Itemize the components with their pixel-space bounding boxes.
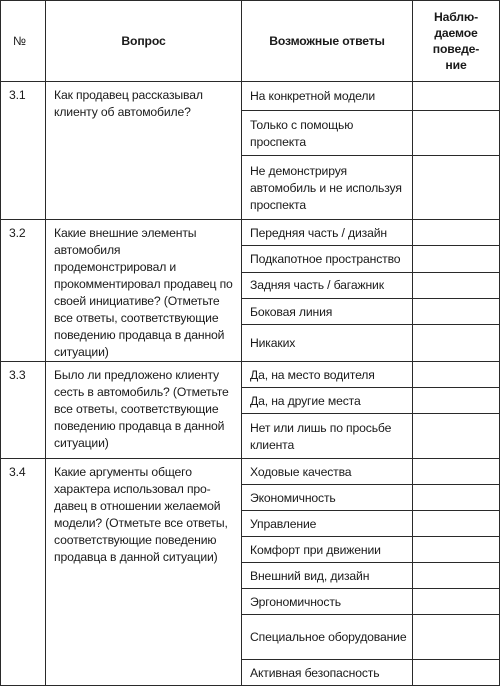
observed-cell[interactable] xyxy=(413,272,500,298)
header-observed-line: даемое xyxy=(434,26,478,40)
question-number: 3.2 xyxy=(1,220,46,362)
answer-option: Не демонстрируя автомобиль и не используя проспекта xyxy=(242,156,413,220)
answer-option: Подкапотное пространство xyxy=(242,246,413,272)
observed-cell[interactable] xyxy=(413,362,500,388)
question-number: 3.3 xyxy=(1,362,46,459)
observed-cell[interactable] xyxy=(413,246,500,272)
question-text: Какие аргументы общего характера использовал про-давец в отношении желаемой модели? (Отметьте все ответы, соответствующие поведению продавца в данной ситуации) xyxy=(46,459,242,686)
answer-option: Только с помощью проспекта xyxy=(242,111,413,156)
answer-option: Да, на место водителя xyxy=(242,362,413,388)
question-number: 3.4 xyxy=(1,459,46,686)
observed-cell[interactable] xyxy=(413,485,500,511)
answer-option: Управление xyxy=(242,511,413,537)
answer-option: Передняя часть / дизайн xyxy=(242,220,413,246)
header-observed-line: поведе- xyxy=(432,42,480,56)
table-row xyxy=(1,362,500,388)
observed-cell[interactable] xyxy=(413,563,500,589)
answer-option: Ходовые качества xyxy=(242,459,413,485)
table-row xyxy=(1,82,500,111)
observed-cell[interactable] xyxy=(413,589,500,615)
observed-cell[interactable] xyxy=(413,111,500,156)
header-question: Вопрос xyxy=(46,1,242,82)
observed-cell[interactable] xyxy=(413,414,500,459)
answer-option: Эргономичность xyxy=(242,589,413,615)
answer-option: Никаких xyxy=(242,325,413,362)
table-row xyxy=(1,220,500,246)
observed-cell[interactable] xyxy=(413,537,500,563)
header-observed-line: ние xyxy=(445,58,467,72)
observed-cell[interactable] xyxy=(413,220,500,246)
answer-option: Комфорт при движении xyxy=(242,537,413,563)
header-row xyxy=(1,1,500,82)
header-answers: Возможные ответы xyxy=(242,1,413,82)
header-observed xyxy=(413,1,500,82)
question-text: Как продавец рассказывал клиенту об автомобиле? xyxy=(46,82,242,220)
answer-option: Внешний вид, дизайн xyxy=(242,563,413,589)
header-observed-line: Наблю- xyxy=(433,10,479,24)
answer-option: Экономичность xyxy=(242,485,413,511)
answer-option: На конкретной модели xyxy=(242,82,413,111)
header-num: № xyxy=(1,1,46,82)
answer-option: Специальное оборудование xyxy=(242,615,413,660)
observed-cell[interactable] xyxy=(413,299,500,325)
observed-cell[interactable] xyxy=(413,388,500,414)
answer-option: Да, на другие места xyxy=(242,388,413,414)
question-number: 3.1 xyxy=(1,82,46,220)
answer-option: Активная безопасность xyxy=(242,660,413,686)
question-text: Было ли предложено клиенту сесть в автомобиль? (Отметьте все ответы, соответствующие поведению продавца в данной ситуации) xyxy=(46,362,242,459)
observed-cell[interactable] xyxy=(413,325,500,362)
table-row xyxy=(1,459,500,485)
observed-cell[interactable] xyxy=(413,156,500,220)
answer-option: Нет или лишь по просьбе клиента xyxy=(242,414,413,459)
question-text: Какие внешние элементы автомобиля продемонстрировал и прокомментировал продавец по своей инициативе? (Отметьте все ответы, соответствующие поведению продавца в данной ситуации) xyxy=(46,220,242,362)
observed-cell[interactable] xyxy=(413,459,500,485)
observed-cell[interactable] xyxy=(413,511,500,537)
observed-cell[interactable] xyxy=(413,82,500,111)
answer-option: Боковая линия xyxy=(242,299,413,325)
observed-cell[interactable] xyxy=(413,615,500,660)
answer-option: Задняя часть / багажник xyxy=(242,272,413,298)
observed-cell[interactable] xyxy=(413,660,500,686)
